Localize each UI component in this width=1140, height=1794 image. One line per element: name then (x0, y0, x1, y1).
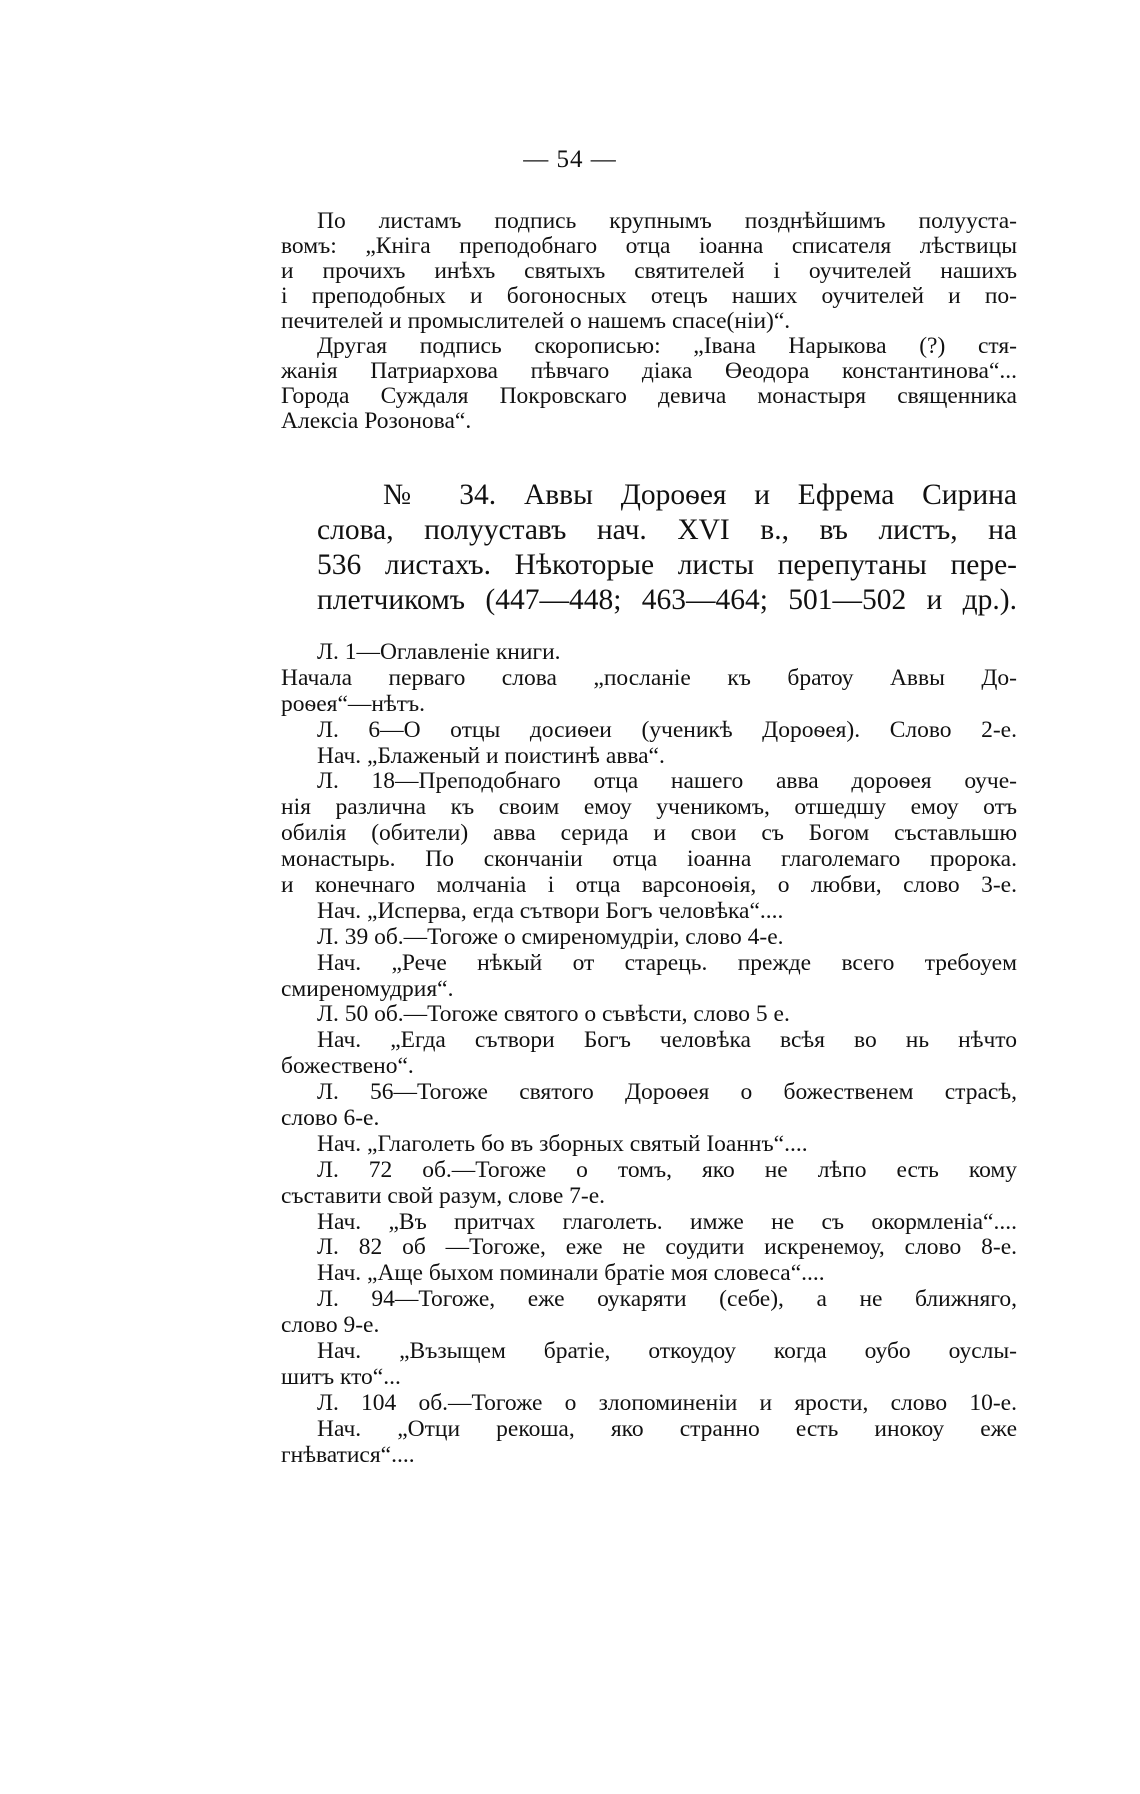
contents-line: смиреномудрия“. (281, 976, 454, 1002)
contents-line: Л. 39 об.—Тогоже о смиреномудрiи, слово 4-е. (317, 924, 784, 950)
heading-line: плетчикомъ (447—448; 463—464; 501—502 и др.). (317, 584, 1017, 616)
intro-line: жанiя Патриархова пѣвчаго дiака Өеодора константинова“... (281, 359, 1017, 384)
contents-line: Л. 104 об.—Тогоже о злопоминенiи и ярости, слово 10-е. (317, 1390, 1017, 1416)
catalog-entry-heading (317, 478, 1017, 618)
contents-line: слово 6-е. (281, 1106, 380, 1132)
intro-line: печителей и промыслителей о нашемъ спасе(нiи)“. (281, 309, 791, 334)
contents-line: монастырь. По скончанiи отца iоанна глаголемаго пророка. (281, 847, 1017, 873)
contents-line: Нач. „Блаженый и поистинѣ авва“. (317, 743, 665, 769)
contents-line: Л. 50 об.—Тогоже святого о съвѣсти, слово 5 е. (317, 1002, 790, 1028)
contents-line: Л. 18—Преподобнаго отца нашего авва дороѳея оуче- (317, 769, 1017, 795)
contents-line: обилiя (обители) авва серида и свои съ Богом съставльшю (281, 821, 1017, 847)
contents-line: Начала перваго слова „посланiе къ братоу Аввы До- (281, 665, 1017, 691)
contents-line: Л. 1—Оглавленiе книги. (317, 640, 561, 665)
contents-line: Л. 56—Тогоже святого Дороѳея о божественем страсѣ, (317, 1080, 1017, 1106)
contents-line: съставити свой разум, слове 7-е. (281, 1183, 606, 1209)
contents-line: Нач. „Рече нѣкый от старець. прежде всего требоуем (317, 950, 1017, 976)
contents-line: Нач. „Въ притчах глаголеть. имже не съ окормленiа“.... (317, 1209, 1017, 1235)
contents-line: Нач. „Аще быхом поминали братiе моя словеса“.... (317, 1261, 825, 1287)
contents-line: Нач. „Исперва, егда сътвори Богъ человѣка“.... (317, 898, 784, 924)
heading-line: слова, полууставъ нач. XVI в., въ листъ, на (317, 514, 1017, 546)
heading-line: 536 листахъ. Нѣкоторые листы перепутаны пере- (317, 549, 1017, 581)
contents-line: Нач. „Отци рекоша, яко странно есть инокоу еже (317, 1416, 1017, 1442)
intro-line: и прочихъ инѣхъ святыхъ святителей i оучителей нашихъ (281, 259, 1017, 284)
contents-line: Л. 94—Тогоже, еже оукаряти (себе), а не ближняго, (317, 1287, 1017, 1313)
contents-line: гнѣватися“.... (281, 1442, 415, 1468)
contents-line: Л. 72 об.—Тогоже о томъ, яко не лѣпо есть кому (317, 1157, 1017, 1183)
intro-line: По листамъ подпись крупнымъ позднѣйшимъ полууста- (317, 209, 1017, 234)
contents-line: и конечнаго молчанiа i отца варсоноѳiя, о любви, слово 3-е. (281, 873, 1017, 899)
contents-line: Нач. „Възыщем братiе, откоудоу когда оубо оуслы- (317, 1339, 1017, 1365)
contents-line: Нач. „Егда сътвори Богъ человѣка всѣя во нь нѣчто (317, 1028, 1017, 1054)
intro-line: вомъ: „Кнiга преподобнаго отца iоанна списателя лѣствицы (281, 234, 1017, 259)
contents-line: шитъ кто“... (281, 1364, 401, 1390)
intro-line: Алексiа Розонова“. (281, 409, 472, 434)
intro-line: Другая подпись скорописью: „Iвана Нарыкова (?) стя- (317, 334, 1017, 359)
intro-paragraph (281, 209, 1017, 434)
contents-line: слово 9-е. (281, 1313, 380, 1339)
contents-line: Л. 82 об —Тогоже, еже не соудити искренемоу, слово 8-е. (317, 1235, 1017, 1261)
contents-line: Нач. „Глаголеть бо въ зборных святый Iоаннъ“.... (317, 1131, 808, 1157)
contents-list (281, 640, 1017, 1469)
contents-line: роѳея“—нѣтъ. (281, 691, 426, 717)
heading-line: № 34. Аввы Дороѳея и Ефрема Сирина (383, 479, 1017, 511)
contents-line: божествено“. (281, 1054, 414, 1080)
contents-line: нiя различна къ своим емоу ученикомъ, отшедшу емоу отъ (281, 795, 1017, 821)
intro-line: i преподобных и богоносных отецъ наших оучителей и по- (281, 284, 1017, 309)
page-number: — 54 — (523, 146, 617, 173)
contents-line: Л. 6—О отцы досиѳеи (ученикѣ Дороѳея). Слово 2-е. (317, 717, 1017, 743)
intro-line: Города Суждаля Покровскаго девича монастыря священника (281, 384, 1017, 409)
